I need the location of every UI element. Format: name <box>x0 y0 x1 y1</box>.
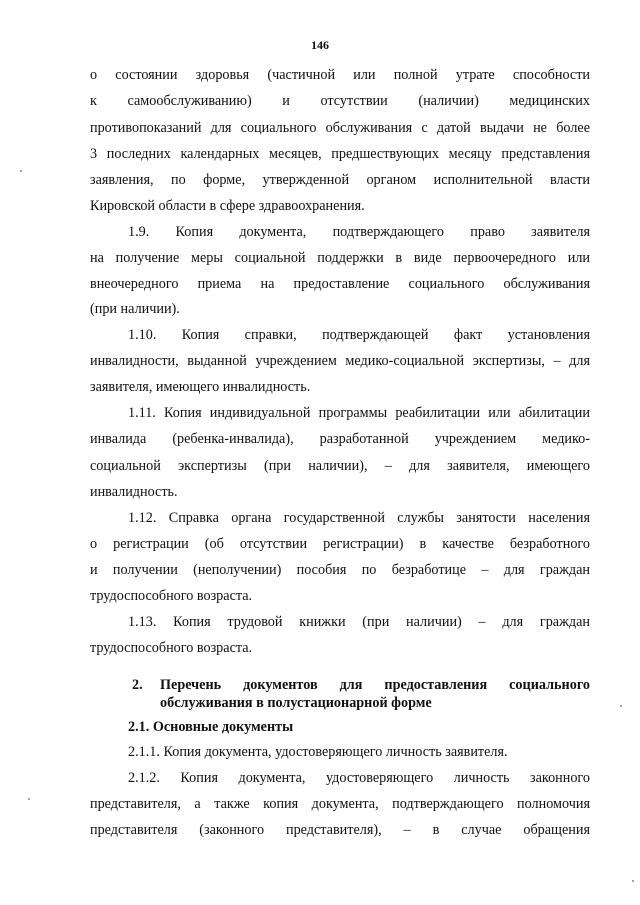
text-line: заявителя, имеющего инвалидность. <box>90 379 311 395</box>
text-line: представителя (законного представителя), – в случае обращения <box>90 822 590 838</box>
text-line: трудоспособного возраста. <box>90 588 253 604</box>
paragraph-2-1-2: 2.1.2. Копия документа, удостоверяющего личность законного <box>128 770 590 786</box>
scan-speck <box>632 880 634 882</box>
text-line: о состоянии здоровья (частичной или полной утрате способности <box>90 67 590 83</box>
paragraph-1-11: 1.11. Копия индивидуальной программы реабилитации или абилитации <box>128 405 590 421</box>
text-line: инвалидность. <box>90 484 178 500</box>
text-line: социальной экспертизы (при наличии), – для заявителя, имеющего <box>90 458 590 474</box>
scan-speck <box>28 798 30 800</box>
text-line: Кировской области в сфере здравоохранения. <box>90 198 365 214</box>
paragraph-1-9: 1.9. Копия документа, подтверждающего право заявителя <box>128 224 590 240</box>
subsection-title: 2.1. Основные документы <box>128 719 294 735</box>
text-line: инвалидности, выданной учреждением медико-социальной экспертизы, – для <box>90 353 590 369</box>
text-line: внеочередного приема на предоставление социального обслуживания <box>90 276 590 292</box>
text-line: к самообслуживанию) и отсутствии (наличии) медицинских <box>90 93 590 109</box>
section-title-continued: обслуживания в полустационарной форме <box>160 695 432 711</box>
text-line: и получении (неполучении) пособия по безработице – для граждан <box>90 562 590 578</box>
scan-speck <box>620 705 622 707</box>
text-line: инвалида (ребенка-инвалида), разработанной учреждением медико- <box>90 431 590 447</box>
page-number: 146 <box>311 38 329 52</box>
paragraph-1-12: 1.12. Справка органа государственной службы занятости населения <box>128 510 590 526</box>
text-line: 3 последних календарных месяцев, предшествующих месяцу представления <box>90 146 590 162</box>
text-line: заявления, по форме, утвержденной органом исполнительной власти <box>90 172 590 188</box>
text-line: на получение меры социальной поддержки в виде первоочередного или <box>90 250 590 266</box>
paragraph-1-13: 1.13. Копия трудовой книжки (при наличии) – для граждан <box>128 614 590 630</box>
section-number: 2. <box>132 677 143 693</box>
text-line: (при наличии). <box>90 301 180 317</box>
scan-speck <box>20 170 22 172</box>
paragraph-2-1-1: 2.1.1. Копия документа, удостоверяющего личность заявителя. <box>128 744 508 760</box>
section-title: Перечень документов для предоставления социального <box>160 677 590 693</box>
text-line: о регистрации (об отсутствии регистрации) в качестве безработного <box>90 536 590 552</box>
text-line: трудоспособного возраста. <box>90 640 253 656</box>
text-line: представителя, а также копия документа, подтверждающего полномочия <box>90 796 590 812</box>
paragraph-1-10: 1.10. Копия справки, подтверждающей факт установления <box>128 327 590 343</box>
text-line: противопоказаний для социального обслуживания с датой выдачи не более <box>90 120 590 136</box>
